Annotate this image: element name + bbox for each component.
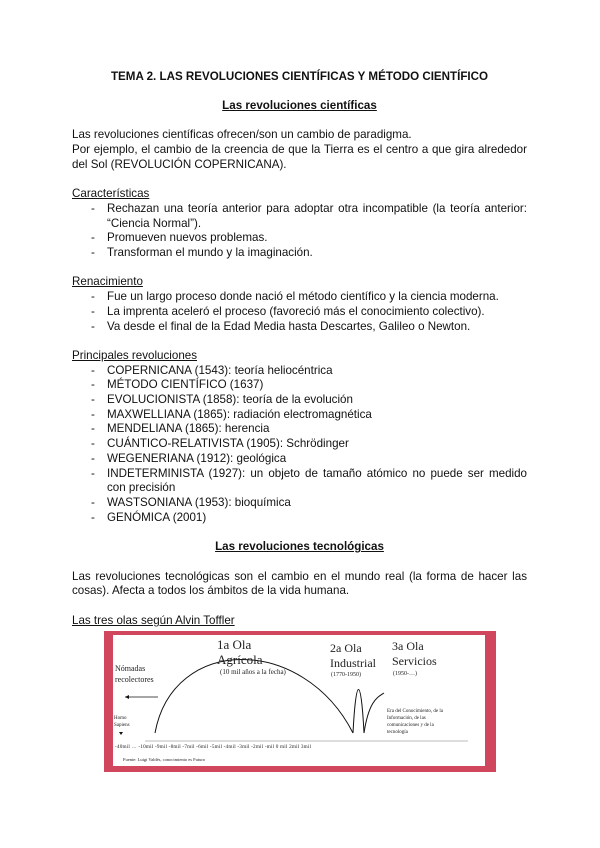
toffler-heading: Las tres olas según Alvin Toffler <box>72 613 235 627</box>
list-item: - GENÓMICA (2001) <box>72 511 527 526</box>
list-item: - MAXWELLIANA (1865): radiación electromagnética <box>72 408 527 423</box>
section-heading-scientific: Las revoluciones científicas <box>222 98 377 112</box>
ola1-dates: (10 mil años a la fecha) <box>220 668 286 676</box>
ola2-name: Industrial <box>330 656 376 670</box>
ola1-name: Agrícola <box>217 652 263 667</box>
section-heading-technological: Las revoluciones tecnológicas <box>215 540 384 554</box>
renacimiento-heading: Renacimiento <box>72 275 143 289</box>
toffler-waves-figure <box>104 631 496 772</box>
list-item: - Fue un largo proceso donde nació el método científico y la ciencia moderna. <box>72 290 527 305</box>
intro-line-1: Las revoluciones científicas ofrecen/son un cambio de paradigma. <box>72 128 412 142</box>
list-item: - La imprenta aceleró el proceso (favoreció más el conocimiento colectivo). <box>72 305 527 320</box>
timeline-axis-labels: -40mil … -10mil -9mil -8mil -7mil -6mil -5mil -4mil -3mil -2mil -mil 0 mil 2mil 3mil <box>115 744 312 750</box>
list-item: - MÉTODO CIENTÍFICO (1637) <box>72 378 527 393</box>
list-item: - Rechazan una teoría anterior para adoptar otra incompatible (la teoría anterior: “Ciencia Normal”). <box>72 202 527 231</box>
principales-heading: Principales revoluciones <box>72 348 198 362</box>
document-title: TEMA 2. LAS REVOLUCIONES CIENTÍFICAS Y MÉTODO CIENTÍFICO <box>110 70 489 83</box>
caracteristicas-heading: Características <box>72 187 150 201</box>
list-item: - WEGENERIANA (1912): geológica <box>72 452 527 467</box>
renacimiento-list <box>72 290 527 334</box>
list-item: - MENDELIANA (1865): herencia <box>72 422 527 437</box>
homo-sapiens-label: Homo Sapiens <box>114 716 130 728</box>
intro-line-2: Por ejemplo, el cambio de la creencia de que la Tierra es el centro a que gira alrededor del Sol (REVOLUCIÓN COPERNICANA). <box>72 143 527 171</box>
list-item: - EVOLUCIONISTA (1858): teoría de la evolución <box>72 393 527 408</box>
ola1-title: 1a Ola <box>217 637 252 652</box>
nomadas-label: Nómadas recolectores <box>115 664 154 684</box>
caracteristicas-list <box>72 202 527 261</box>
list-item: - INDETERMINISTA (1927): un objeto de tamaño atómico no puede ser medido con precisión <box>72 467 527 496</box>
list-item: - COPERNICANA (1543): teoría heliocéntrica <box>72 364 527 379</box>
list-item: - Promueven nuevos problemas. <box>72 231 527 246</box>
list-item: - Transforman el mundo y la imaginación. <box>72 246 527 261</box>
list-item: - CUÁNTICO-RELATIVISTA (1905): Schrödinger <box>72 437 527 452</box>
ola3-title: 3a Ola <box>392 639 424 653</box>
principales-list <box>72 364 527 526</box>
ola2-dates: (1770-1950) <box>331 672 361 678</box>
ola3-name: Servicios <box>392 654 437 668</box>
document-page <box>72 70 527 629</box>
figure-source: Fuente: Luigi Valdés, conocimiento es Futuro <box>123 757 206 762</box>
tech-intro: Las revoluciones tecnológicas son el cambio en el mundo real (la forma de hacer las cosas). Afecta a todos los ámbitos de la vida humana. <box>72 569 527 598</box>
ola2-title: 2a Ola <box>330 641 362 655</box>
era-label: Era del Conocimiento, de la Información, de las comunicaciones y de la tecnología <box>387 709 443 735</box>
ola3-dates: (1950-…) <box>393 671 417 677</box>
list-item: - WASTSONIANA (1953): bioquímica <box>72 496 527 511</box>
list-item: - Va desde el final de la Edad Media hasta Descartes, Galileo o Newton. <box>72 320 527 335</box>
